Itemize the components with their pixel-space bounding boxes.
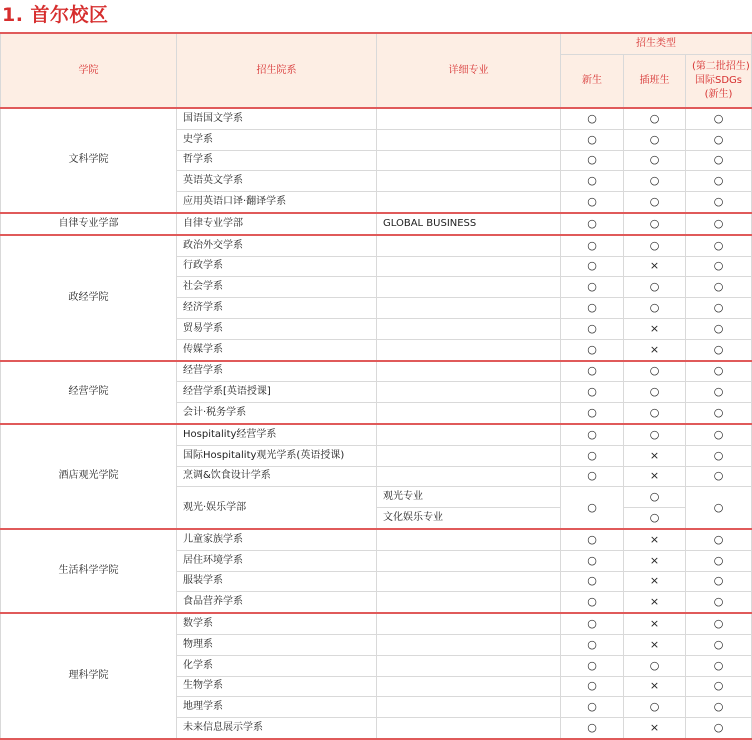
- page-title: 1. 首尔校区: [2, 4, 109, 26]
- major-cell: [377, 676, 561, 697]
- new-cell: ○: [561, 339, 624, 360]
- dept-cell: 政治外交学系: [177, 235, 377, 256]
- major-cell: 观光专业: [377, 487, 561, 508]
- sdgs-cell: ○: [686, 487, 752, 529]
- table-row: [1, 361, 752, 382]
- major-cell: [377, 382, 561, 403]
- sdgs-cell: ○: [686, 361, 752, 382]
- college-cell: 生活科学学院: [1, 529, 177, 613]
- transfer-cell: ○: [624, 298, 686, 319]
- sdgs-cell: ○: [686, 235, 752, 256]
- major-cell: [377, 550, 561, 571]
- dept-cell: 史学系: [177, 129, 377, 150]
- new-cell: ○: [561, 403, 624, 424]
- major-cell: [377, 108, 561, 129]
- college-cell: 酒店观光学院: [1, 424, 177, 529]
- dept-cell: 经济学系: [177, 298, 377, 319]
- dept-cell: 化学系: [177, 655, 377, 676]
- new-cell: ○: [561, 108, 624, 129]
- major-cell: [377, 235, 561, 256]
- transfer-cell: ×: [624, 318, 686, 339]
- college-cell: 经营学院: [1, 361, 177, 424]
- major-cell: [377, 697, 561, 718]
- transfer-cell: ○: [624, 150, 686, 171]
- sdgs-cell: ○: [686, 613, 752, 634]
- new-cell: ○: [561, 150, 624, 171]
- major-cell: [377, 277, 561, 298]
- transfer-cell: ×: [624, 718, 686, 739]
- transfer-cell: ○: [624, 403, 686, 424]
- new-cell: ○: [561, 634, 624, 655]
- header-sdgs-line1: (第二批招生): [692, 61, 750, 72]
- dept-cell: 英语英文学系: [177, 171, 377, 192]
- major-cell: [377, 339, 561, 360]
- header-major: 详细专业: [377, 33, 561, 108]
- dept-cell: 行政学系: [177, 256, 377, 277]
- new-cell: ○: [561, 571, 624, 592]
- college-cell: 自律专业学部: [1, 213, 177, 235]
- sdgs-cell: ○: [686, 318, 752, 339]
- new-cell: ○: [561, 277, 624, 298]
- major-cell: [377, 592, 561, 613]
- transfer-cell: ×: [624, 550, 686, 571]
- table-row: [1, 213, 752, 235]
- sdgs-cell: ○: [686, 697, 752, 718]
- sdgs-cell: ○: [686, 108, 752, 129]
- sdgs-cell: ○: [686, 676, 752, 697]
- new-cell: ○: [561, 697, 624, 718]
- sdgs-cell: ○: [686, 339, 752, 360]
- table-row: [1, 424, 752, 445]
- new-cell: ○: [561, 718, 624, 739]
- new-cell: ○: [561, 613, 624, 634]
- major-cell: [377, 298, 561, 319]
- college-cell: 文科学院: [1, 108, 177, 213]
- dept-cell: 贸易学系: [177, 318, 377, 339]
- transfer-cell: ×: [624, 339, 686, 360]
- transfer-cell: ○: [624, 171, 686, 192]
- new-cell: ○: [561, 676, 624, 697]
- dept-cell: 国际Hospitality观光学系(英语授课): [177, 445, 377, 466]
- sdgs-cell: ○: [686, 150, 752, 171]
- sdgs-cell: ○: [686, 256, 752, 277]
- table-row: [1, 108, 752, 129]
- transfer-cell: ○: [624, 235, 686, 256]
- sdgs-cell: ○: [686, 592, 752, 613]
- dept-cell: 食品营养学系: [177, 592, 377, 613]
- sdgs-cell: ○: [686, 571, 752, 592]
- dept-cell: 居住环境学系: [177, 550, 377, 571]
- new-cell: ○: [561, 298, 624, 319]
- major-cell: [377, 445, 561, 466]
- major-cell: [377, 718, 561, 739]
- dept-cell: 生物学系: [177, 676, 377, 697]
- new-cell: ○: [561, 655, 624, 676]
- major-cell: [377, 529, 561, 550]
- sdgs-cell: ○: [686, 213, 752, 235]
- transfer-cell: ○: [624, 108, 686, 129]
- dept-cell: Hospitality经营学系: [177, 424, 377, 445]
- admission-table: [0, 32, 752, 740]
- major-cell: [377, 655, 561, 676]
- major-cell: [377, 361, 561, 382]
- major-cell: [377, 571, 561, 592]
- major-cell: [377, 403, 561, 424]
- transfer-cell: ○: [624, 655, 686, 676]
- dept-cell: 自律专业学部: [177, 213, 377, 235]
- major-cell: [377, 424, 561, 445]
- header-sdgs-line3: (新生): [704, 89, 733, 100]
- major-cell: [377, 634, 561, 655]
- transfer-cell: ○: [624, 129, 686, 150]
- major-cell: [377, 466, 561, 487]
- transfer-cell: ○: [624, 213, 686, 235]
- major-cell: GLOBAL BUSINESS: [377, 213, 561, 235]
- dept-cell: 传媒学系: [177, 339, 377, 360]
- sdgs-cell: ○: [686, 403, 752, 424]
- sdgs-cell: ○: [686, 550, 752, 571]
- transfer-cell: ×: [624, 613, 686, 634]
- transfer-cell: ×: [624, 571, 686, 592]
- dept-cell: 物理系: [177, 634, 377, 655]
- sdgs-cell: ○: [686, 529, 752, 550]
- sdgs-cell: ○: [686, 655, 752, 676]
- new-cell: ○: [561, 192, 624, 213]
- dept-cell: 经营学系[英语授课]: [177, 382, 377, 403]
- dept-cell: 数学系: [177, 613, 377, 634]
- sdgs-cell: ○: [686, 192, 752, 213]
- sdgs-cell: ○: [686, 298, 752, 319]
- header-transfer: 插班生: [624, 55, 686, 109]
- transfer-cell: ○: [624, 508, 686, 529]
- transfer-cell: ○: [624, 382, 686, 403]
- transfer-cell: ×: [624, 256, 686, 277]
- major-cell: [377, 318, 561, 339]
- new-cell: ○: [561, 361, 624, 382]
- header-department: 招生院系: [177, 33, 377, 108]
- sdgs-cell: ○: [686, 718, 752, 739]
- transfer-cell: ×: [624, 634, 686, 655]
- dept-cell: 国语国文学系: [177, 108, 377, 129]
- new-cell: ○: [561, 235, 624, 256]
- dept-cell: 社会学系: [177, 277, 377, 298]
- new-cell: ○: [561, 466, 624, 487]
- dept-cell: 应用英语口译·翻译学系: [177, 192, 377, 213]
- new-cell: ○: [561, 318, 624, 339]
- transfer-cell: ○: [624, 487, 686, 508]
- dept-cell: 未来信息展示学系: [177, 718, 377, 739]
- new-cell: ○: [561, 256, 624, 277]
- major-cell: [377, 256, 561, 277]
- dept-cell: 地理学系: [177, 697, 377, 718]
- transfer-cell: ×: [624, 466, 686, 487]
- dept-cell: 儿童家族学系: [177, 529, 377, 550]
- new-cell: ○: [561, 445, 624, 466]
- college-cell: 理科学院: [1, 613, 177, 739]
- sdgs-cell: ○: [686, 382, 752, 403]
- new-cell: ○: [561, 550, 624, 571]
- dept-cell: 经营学系: [177, 361, 377, 382]
- transfer-cell: ×: [624, 529, 686, 550]
- dept-cell: 服装学系: [177, 571, 377, 592]
- new-cell: ○: [561, 592, 624, 613]
- sdgs-cell: ○: [686, 466, 752, 487]
- header-admission-type: 招生类型: [561, 33, 752, 55]
- major-cell: [377, 129, 561, 150]
- transfer-cell: ○: [624, 697, 686, 718]
- sdgs-cell: ○: [686, 277, 752, 298]
- new-cell: ○: [561, 382, 624, 403]
- table-row: [1, 529, 752, 550]
- dept-cell: 观光·娱乐学部: [177, 487, 377, 529]
- new-cell: ○: [561, 424, 624, 445]
- dept-cell: 会计·税务学系: [177, 403, 377, 424]
- sdgs-cell: ○: [686, 424, 752, 445]
- sdgs-cell: ○: [686, 171, 752, 192]
- header-new: 新生: [561, 55, 624, 109]
- new-cell: ○: [561, 487, 624, 529]
- major-cell: [377, 613, 561, 634]
- transfer-cell: ×: [624, 592, 686, 613]
- transfer-cell: ○: [624, 277, 686, 298]
- dept-cell: 哲学系: [177, 150, 377, 171]
- transfer-cell: ○: [624, 424, 686, 445]
- transfer-cell: ○: [624, 361, 686, 382]
- header-sdgs-line2: 国际SDGs: [695, 75, 743, 86]
- new-cell: ○: [561, 529, 624, 550]
- sdgs-cell: ○: [686, 445, 752, 466]
- table-row: [1, 235, 752, 256]
- major-cell: [377, 192, 561, 213]
- college-cell: 政经学院: [1, 235, 177, 361]
- table-row: [1, 613, 752, 634]
- transfer-cell: ×: [624, 445, 686, 466]
- new-cell: ○: [561, 129, 624, 150]
- transfer-cell: ○: [624, 192, 686, 213]
- sdgs-cell: ○: [686, 129, 752, 150]
- new-cell: ○: [561, 213, 624, 235]
- major-cell: [377, 150, 561, 171]
- transfer-cell: ×: [624, 676, 686, 697]
- header-sdgs: [686, 55, 752, 109]
- dept-cell: 烹调&饮食设计学系: [177, 466, 377, 487]
- major-cell: 文化娱乐专业: [377, 508, 561, 529]
- sdgs-cell: ○: [686, 634, 752, 655]
- new-cell: ○: [561, 171, 624, 192]
- header-college: 学院: [1, 33, 177, 108]
- major-cell: [377, 171, 561, 192]
